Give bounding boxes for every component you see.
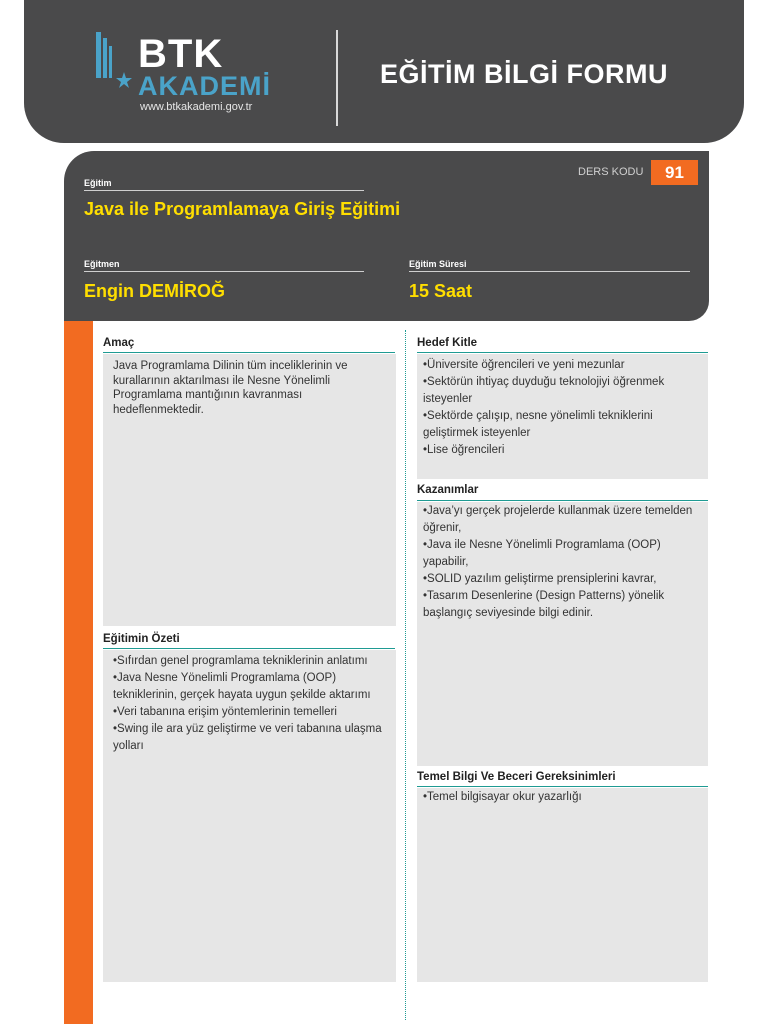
logo-brand-text: BTK <box>138 32 224 76</box>
ozet-box <box>103 650 396 982</box>
list-item: • SOLID yazılım geliştirme prensiplerini kavrar, <box>423 571 698 588</box>
list-item: • Sıfırdan genel programlama tekniklerinin anlatımı <box>113 653 386 670</box>
kazanim-underline <box>417 500 708 501</box>
egitmen-value: Engin DEMİROĞ <box>84 281 225 301</box>
hedef-list <box>423 357 698 459</box>
temel-title: Temel Bilgi Ve Beceri Gereksinimleri <box>417 771 616 783</box>
ders-kodu-label: DERS KODU <box>578 166 644 178</box>
column-divider <box>405 330 406 1020</box>
egitim-underline <box>84 190 364 191</box>
kazanim-title: Kazanımlar <box>417 484 479 496</box>
list-item: • Sektörde çalışıp, nesne yönelimli tekniklerini geliştirmek isteyenler <box>423 408 698 442</box>
website-url: www.btkakademi.gov.tr <box>140 101 253 113</box>
header-banner <box>24 0 744 143</box>
ozet-list <box>113 653 386 755</box>
amac-title: Amaç <box>103 337 135 349</box>
ozet-title: Eğitimin Özeti <box>103 633 180 645</box>
hedef-box <box>417 354 708 479</box>
sure-label: Eğitim Süresi <box>409 259 467 269</box>
ders-kodu-value: 91 <box>651 160 698 185</box>
list-item: • Java’yı gerçek projelerde kullanmak üzere temelden öğrenir, <box>423 503 698 537</box>
temel-list <box>423 789 698 806</box>
egitim-label: Eğitim <box>84 178 112 188</box>
list-item: • Lise öğrencileri <box>423 442 698 459</box>
hedef-title: Hedef Kitle <box>417 337 478 349</box>
list-item: • Veri tabanına erişim yöntemlerinin temelleri <box>113 704 386 721</box>
kazanim-box <box>417 502 708 766</box>
form-title: EĞİTİM BİLGİ FORMU <box>380 59 668 89</box>
header-divider <box>336 30 338 126</box>
temel-underline <box>417 786 708 787</box>
logo-sub-text: AKADEMİ <box>138 71 271 101</box>
temel-box <box>417 788 708 982</box>
amac-box <box>103 354 396 626</box>
hedef-underline <box>417 352 708 353</box>
list-item: • Java ile Nesne Yönelimli Programlama (OOP) yapabilir, <box>423 537 698 571</box>
kazanim-list <box>423 503 698 622</box>
list-item: • Sektörün ihtiyaç duyduğu teknolojiyi öğrenmek isteyenler <box>423 374 698 408</box>
orange-side-strip <box>64 321 93 1024</box>
amac-text: Java Programlama Dilinin tüm inceliklerinin ve kurallarının aktarılması ile Nesne Yönelimli Programlama mantığının kavranması hedeflenmektedir. <box>113 360 348 416</box>
crescent-star-icon <box>94 30 136 100</box>
egitmen-label: Eğitmen <box>84 259 120 269</box>
egitim-value: Java ile Programlamaya Giriş Eğitimi <box>84 199 401 219</box>
list-item: • Tasarım Desenlerine (Design Patterns) yönelik başlangıç seviyesinde bilgi edinir. <box>423 588 698 622</box>
list-item: • Swing ile ara yüz geliştirme ve veri tabanına ulaşma yolları <box>113 721 386 755</box>
ozet-underline <box>103 648 395 649</box>
sure-value: 15 Saat <box>409 281 473 301</box>
list-item: • Java Nesne Yönelimli Programlama (OOP) tekniklerinin, gerçek hayata uygun şekilde aktarımı <box>113 670 386 704</box>
btk-akademi-logo <box>94 30 334 120</box>
list-item: • Üniversite öğrencileri ve yeni mezunlar <box>423 357 698 374</box>
amac-underline <box>103 352 395 353</box>
egitmen-underline <box>84 271 364 272</box>
sure-underline <box>409 271 690 272</box>
list-item: • Temel bilgisayar okur yazarlığı <box>423 789 698 806</box>
